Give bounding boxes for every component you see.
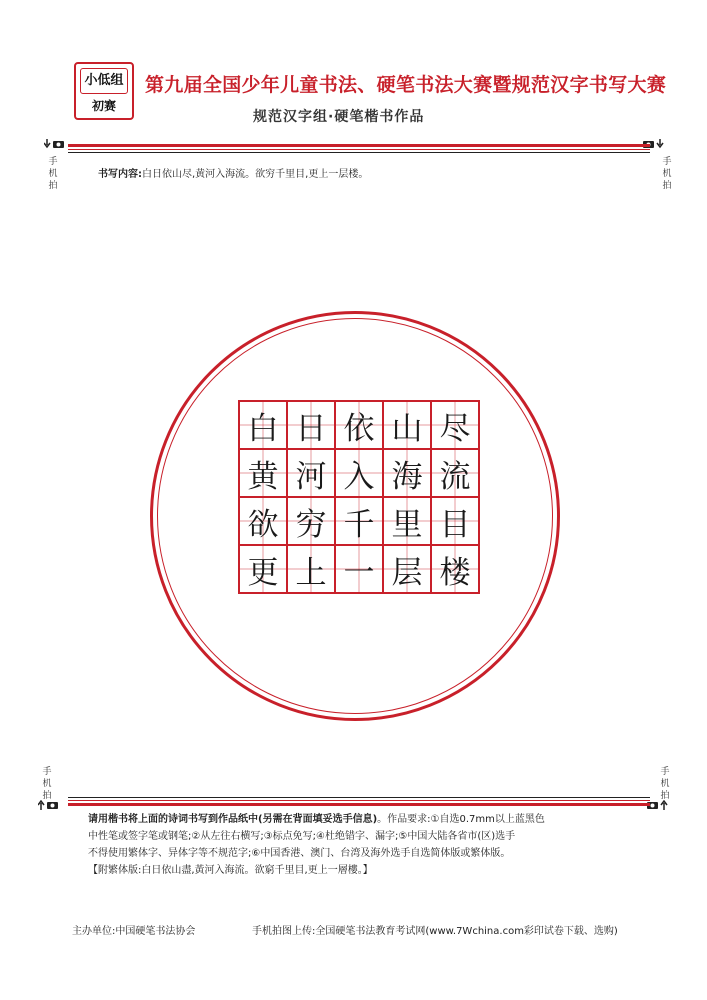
footer-upload: 手机拍图上传:全国硬笔书法教育考试网(www.7Wchina.com彩印试卷下载、选购)	[252, 926, 618, 937]
photo-label-bottom-left: 手机拍	[42, 767, 52, 801]
grid-cell: 入	[335, 449, 383, 497]
camera-up-arrow-icon	[647, 800, 669, 810]
requirements-block	[88, 811, 648, 879]
grid-cell: 里	[383, 497, 431, 545]
requirements-line-3: 不得使用繁体字、异体字等不规范字;⑥中国香港、澳门、台湾及海外选手自选简体版或繁体版。	[88, 848, 511, 859]
grid-cell: 欲	[239, 497, 287, 545]
grid-cell: 尽	[431, 401, 479, 449]
writing-content	[98, 165, 368, 180]
top-rule-dark	[68, 152, 650, 153]
photo-label-top-right: 手机拍	[662, 157, 672, 191]
grid-cell: 日	[287, 401, 335, 449]
grid-cell: 依	[335, 401, 383, 449]
requirements-lead: 请用楷书将上面的诗词书写到作品纸中(另需在背面填妥选手信息)	[88, 814, 378, 825]
grid-cell: 穷	[287, 497, 335, 545]
grid-cell: 流	[431, 449, 479, 497]
writing-content-label: 书写内容:	[98, 169, 142, 180]
up-arrow-camera-icon	[38, 800, 60, 810]
grid-cell: 层	[383, 545, 431, 593]
grid-cell: 山	[383, 401, 431, 449]
bottom-rule-dark	[68, 797, 650, 798]
requirements-line-2: 中性笔或签字笔或钢笔;②从左往右横写;③标点免写;④杜绝错字、漏字;⑤中国大陆各省市(区)选手	[88, 831, 516, 842]
grid-cell: 千	[335, 497, 383, 545]
photo-marker-top-left	[44, 139, 66, 152]
top-rule-thick	[68, 144, 650, 147]
footer-organizer: 主办单位:中国硬笔书法协会	[72, 926, 196, 937]
top-rule-thin	[68, 149, 650, 150]
page-title: 第九届全国少年儿童书法、硬笔书法大赛暨规范汉字书写大赛	[145, 74, 667, 96]
bottom-rule-thin	[68, 800, 650, 801]
bottom-rule-thick	[68, 803, 650, 806]
grid-cell: 楼	[431, 545, 479, 593]
photo-label-bottom-right: 手机拍	[660, 767, 670, 801]
round-label: 初赛	[91, 99, 116, 113]
requirements-line-1	[88, 811, 648, 828]
group-label: 小低组	[80, 68, 128, 94]
grid-cell: 更	[239, 545, 287, 593]
down-arrow-camera-icon	[44, 139, 66, 149]
requirements-line-1-rest: 。作品要求:①自选0.7mm以上蓝黑色	[377, 814, 545, 825]
group-badge	[74, 62, 134, 120]
requirements-line-4: 【附繁体版:白日依山盡,黃河入海流。欲窮千里目,更上一層樓。】	[88, 865, 373, 876]
grid-cell: 上	[287, 545, 335, 593]
calligraphy-grid	[238, 400, 480, 594]
grid-cell: 河	[287, 449, 335, 497]
grid-cell: 海	[383, 449, 431, 497]
photo-marker-bottom-right	[647, 800, 669, 813]
photo-label-top-left: 手机拍	[48, 157, 58, 191]
grid-cell: 白	[239, 401, 287, 449]
grid-cell: 一	[335, 545, 383, 593]
photo-marker-bottom-left	[38, 800, 60, 813]
page-subtitle: 规范汉字组·硬笔楷书作品	[253, 109, 425, 125]
writing-content-text: 白日依山尽,黄河入海流。欲穷千里目,更上一层楼。	[142, 169, 369, 180]
grid-cell: 目	[431, 497, 479, 545]
grid-cell: 黄	[239, 449, 287, 497]
